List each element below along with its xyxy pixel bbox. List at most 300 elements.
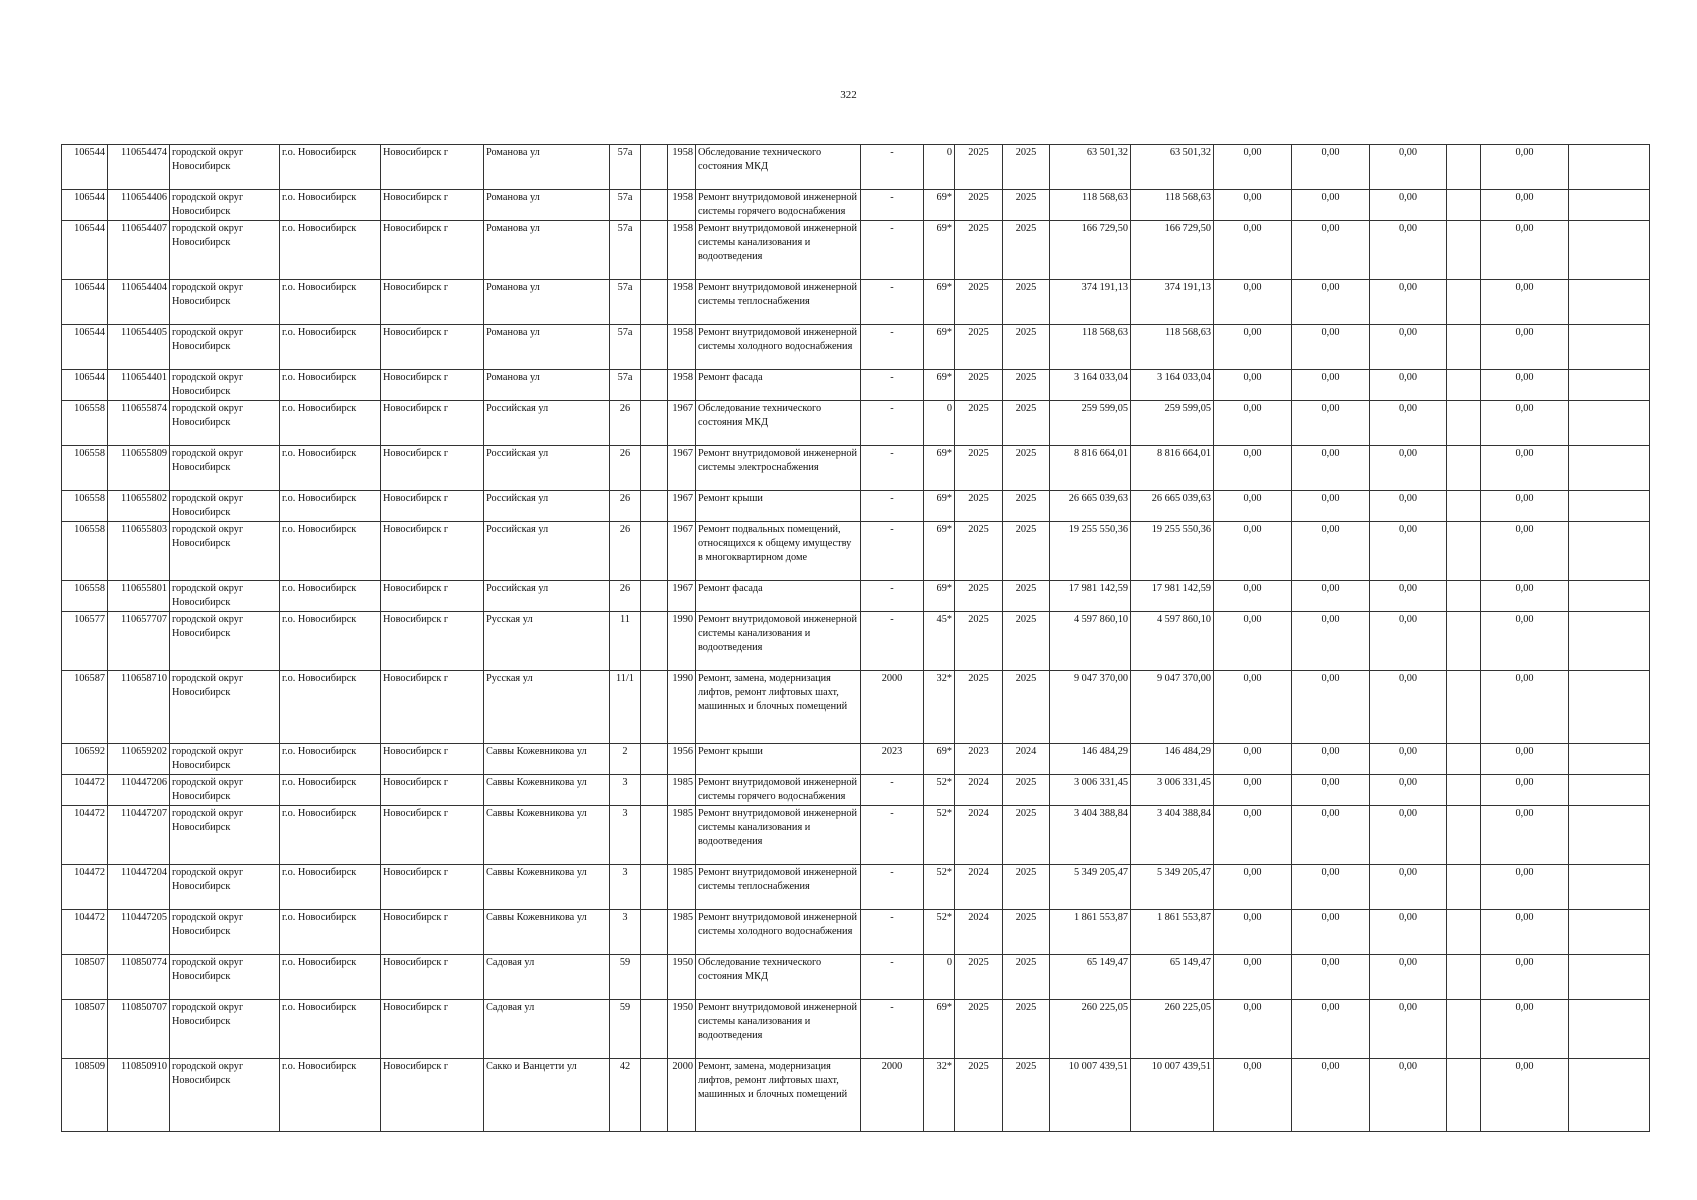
total-cost-cell: 166 729,50 [1050,221,1131,280]
federal-funds-cell: 0,00 [1214,325,1292,370]
end-year-cell: 2025 [1003,401,1050,446]
house-id-cell: 106592 [62,744,108,775]
last-repair-year-cell: - [861,522,924,581]
house-number-cell: 26 [610,491,641,522]
municipality-cell: городской округ Новосибирск [170,280,280,325]
total-cost-cell: 3 404 388,84 [1050,806,1131,865]
work-type-cell: Ремонт крыши [696,491,861,522]
house-id-cell: 106558 [62,522,108,581]
work-id-cell: 110654406 [108,190,170,221]
last-repair-year-cell: - [861,910,924,955]
extra-cell [1447,370,1481,401]
wear-cell: 32* [924,1059,955,1132]
building-cell [641,910,668,955]
work-type-cell: Обследование технического состояния МКД [696,401,861,446]
district-cell: г.о. Новосибирск [280,1059,381,1132]
end-year-cell: 2025 [1003,145,1050,190]
work-type-cell: Ремонт внутридомовой инженерной системы горячего водоснабжения [696,190,861,221]
notes-cell [1569,612,1650,671]
district-cell: г.о. Новосибирск [280,744,381,775]
total-cost-cell: 26 665 039,63 [1050,491,1131,522]
owners-funds-cell: 0,00 [1481,1059,1569,1132]
local-funds-cell: 0,00 [1370,325,1447,370]
last-repair-year-cell: - [861,401,924,446]
wear-cell: 69* [924,370,955,401]
federal-funds-cell: 0,00 [1214,190,1292,221]
work-id-cell: 110655809 [108,446,170,491]
federal-funds-cell: 0,00 [1214,612,1292,671]
local-funds-cell: 0,00 [1370,910,1447,955]
house-number-cell: 57а [610,190,641,221]
notes-cell [1569,581,1650,612]
street-cell: Русская ул [484,671,610,744]
work-type-cell: Ремонт фасада [696,370,861,401]
table-row [62,145,1650,190]
fund-cost-cell: 17 981 142,59 [1131,581,1214,612]
city-cell: Новосибирск г [381,370,484,401]
last-repair-year-cell: - [861,865,924,910]
extra-cell [1447,145,1481,190]
year-built-cell: 1958 [668,325,696,370]
extra-cell [1447,522,1481,581]
district-cell: г.о. Новосибирск [280,491,381,522]
city-cell: Новосибирск г [381,581,484,612]
district-cell: г.о. Новосибирск [280,806,381,865]
extra-cell [1447,806,1481,865]
regional-funds-cell: 0,00 [1292,671,1370,744]
building-cell [641,522,668,581]
end-year-cell: 2025 [1003,325,1050,370]
house-number-cell: 3 [610,865,641,910]
fund-cost-cell: 118 568,63 [1131,190,1214,221]
municipality-cell: городской округ Новосибирск [170,221,280,280]
work-type-cell: Ремонт крыши [696,744,861,775]
city-cell: Новосибирск г [381,806,484,865]
building-cell [641,401,668,446]
district-cell: г.о. Новосибирск [280,865,381,910]
end-year-cell: 2025 [1003,806,1050,865]
regional-funds-cell: 0,00 [1292,744,1370,775]
local-funds-cell: 0,00 [1370,491,1447,522]
year-built-cell: 1967 [668,446,696,491]
last-repair-year-cell: - [861,1000,924,1059]
table-row [62,865,1650,910]
work-type-cell: Ремонт внутридомовой инженерной системы теплоснабжения [696,865,861,910]
street-cell: Саввы Кожевникова ул [484,910,610,955]
end-year-cell: 2024 [1003,744,1050,775]
notes-cell [1569,280,1650,325]
building-cell [641,370,668,401]
work-id-cell: 110654404 [108,280,170,325]
notes-cell [1569,955,1650,1000]
wear-cell: 0 [924,401,955,446]
last-repair-year-cell: 2000 [861,1059,924,1132]
total-cost-cell: 259 599,05 [1050,401,1131,446]
total-cost-cell: 63 501,32 [1050,145,1131,190]
city-cell: Новосибирск г [381,1059,484,1132]
federal-funds-cell: 0,00 [1214,446,1292,491]
fund-cost-cell: 260 225,05 [1131,1000,1214,1059]
house-id-cell: 104472 [62,910,108,955]
notes-cell [1569,401,1650,446]
street-cell: Российская ул [484,491,610,522]
notes-cell [1569,370,1650,401]
municipality-cell: городской округ Новосибирск [170,910,280,955]
table-row [62,522,1650,581]
municipality-cell: городской округ Новосибирск [170,775,280,806]
wear-cell: 69* [924,744,955,775]
work-id-cell: 110658710 [108,671,170,744]
work-type-cell: Ремонт внутридомовой инженерной системы горячего водоснабжения [696,775,861,806]
last-repair-year-cell: - [861,280,924,325]
fund-cost-cell: 166 729,50 [1131,221,1214,280]
city-cell: Новосибирск г [381,612,484,671]
building-cell [641,190,668,221]
owners-funds-cell: 0,00 [1481,190,1569,221]
work-id-cell: 110657707 [108,612,170,671]
notes-cell [1569,522,1650,581]
extra-cell [1447,446,1481,491]
federal-funds-cell: 0,00 [1214,955,1292,1000]
street-cell: Саввы Кожевникова ул [484,744,610,775]
house-number-cell: 26 [610,401,641,446]
city-cell: Новосибирск г [381,865,484,910]
work-id-cell: 110655801 [108,581,170,612]
wear-cell: 69* [924,581,955,612]
municipality-cell: городской округ Новосибирск [170,190,280,221]
total-cost-cell: 1 861 553,87 [1050,910,1131,955]
building-cell [641,221,668,280]
fund-cost-cell: 26 665 039,63 [1131,491,1214,522]
year-built-cell: 1956 [668,744,696,775]
house-id-cell: 106558 [62,446,108,491]
regional-funds-cell: 0,00 [1292,775,1370,806]
end-year-cell: 2025 [1003,446,1050,491]
table-row [62,1059,1650,1132]
table-row [62,446,1650,491]
owners-funds-cell: 0,00 [1481,145,1569,190]
regional-funds-cell: 0,00 [1292,806,1370,865]
extra-cell [1447,581,1481,612]
total-cost-cell: 374 191,13 [1050,280,1131,325]
local-funds-cell: 0,00 [1370,1059,1447,1132]
year-built-cell: 1958 [668,221,696,280]
owners-funds-cell: 0,00 [1481,280,1569,325]
district-cell: г.о. Новосибирск [280,145,381,190]
work-type-cell: Ремонт внутридомовой инженерной системы канализования и водоотведения [696,612,861,671]
work-type-cell: Ремонт внутридомовой инженерной системы холодного водоснабжения [696,325,861,370]
work-id-cell: 110447206 [108,775,170,806]
district-cell: г.о. Новосибирск [280,612,381,671]
total-cost-cell: 5 349 205,47 [1050,865,1131,910]
house-id-cell: 106558 [62,401,108,446]
year-built-cell: 2000 [668,1059,696,1132]
work-id-cell: 110447207 [108,806,170,865]
street-cell: Российская ул [484,522,610,581]
owners-funds-cell: 0,00 [1481,401,1569,446]
extra-cell [1447,1000,1481,1059]
wear-cell: 69* [924,280,955,325]
end-year-cell: 2025 [1003,280,1050,325]
house-id-cell: 106587 [62,671,108,744]
year-built-cell: 1958 [668,190,696,221]
building-cell [641,671,668,744]
notes-cell [1569,671,1650,744]
house-id-cell: 108507 [62,955,108,1000]
end-year-cell: 2025 [1003,865,1050,910]
wear-cell: 0 [924,955,955,1000]
start-year-cell: 2025 [955,401,1003,446]
federal-funds-cell: 0,00 [1214,145,1292,190]
total-cost-cell: 3 164 033,04 [1050,370,1131,401]
owners-funds-cell: 0,00 [1481,671,1569,744]
building-cell [641,325,668,370]
building-cell [641,145,668,190]
regional-funds-cell: 0,00 [1292,446,1370,491]
municipality-cell: городской округ Новосибирск [170,955,280,1000]
owners-funds-cell: 0,00 [1481,325,1569,370]
regional-funds-cell: 0,00 [1292,1000,1370,1059]
total-cost-cell: 260 225,05 [1050,1000,1131,1059]
work-id-cell: 110655802 [108,491,170,522]
house-id-cell: 106544 [62,190,108,221]
street-cell: Садовая ул [484,1000,610,1059]
end-year-cell: 2025 [1003,1000,1050,1059]
city-cell: Новосибирск г [381,955,484,1000]
city-cell: Новосибирск г [381,1000,484,1059]
street-cell: Сакко и Ванцетти ул [484,1059,610,1132]
local-funds-cell: 0,00 [1370,401,1447,446]
total-cost-cell: 65 149,47 [1050,955,1131,1000]
wear-cell: 52* [924,910,955,955]
end-year-cell: 2025 [1003,1059,1050,1132]
work-type-cell: Ремонт фасада [696,581,861,612]
extra-cell [1447,612,1481,671]
start-year-cell: 2024 [955,910,1003,955]
city-cell: Новосибирск г [381,325,484,370]
end-year-cell: 2025 [1003,910,1050,955]
house-number-cell: 57а [610,370,641,401]
regional-funds-cell: 0,00 [1292,370,1370,401]
start-year-cell: 2025 [955,1000,1003,1059]
regional-funds-cell: 0,00 [1292,581,1370,612]
street-cell: Саввы Кожевникова ул [484,775,610,806]
table-row [62,671,1650,744]
work-id-cell: 110654407 [108,221,170,280]
start-year-cell: 2025 [955,221,1003,280]
district-cell: г.о. Новосибирск [280,775,381,806]
work-id-cell: 110850910 [108,1059,170,1132]
year-built-cell: 1967 [668,522,696,581]
owners-funds-cell: 0,00 [1481,910,1569,955]
district-cell: г.о. Новосибирск [280,370,381,401]
district-cell: г.о. Новосибирск [280,190,381,221]
last-repair-year-cell: - [861,190,924,221]
house-id-cell: 106577 [62,612,108,671]
work-id-cell: 110447204 [108,865,170,910]
house-number-cell: 2 [610,744,641,775]
municipality-cell: городской округ Новосибирск [170,401,280,446]
start-year-cell: 2025 [955,671,1003,744]
work-id-cell: 110659202 [108,744,170,775]
fund-cost-cell: 5 349 205,47 [1131,865,1214,910]
extra-cell [1447,955,1481,1000]
total-cost-cell: 4 597 860,10 [1050,612,1131,671]
notes-cell [1569,190,1650,221]
start-year-cell: 2025 [955,1059,1003,1132]
last-repair-year-cell: 2023 [861,744,924,775]
street-cell: Саввы Кожевникова ул [484,806,610,865]
wear-cell: 45* [924,612,955,671]
total-cost-cell: 118 568,63 [1050,190,1131,221]
notes-cell [1569,910,1650,955]
house-id-cell: 104472 [62,806,108,865]
street-cell: Романова ул [484,280,610,325]
local-funds-cell: 0,00 [1370,955,1447,1000]
last-repair-year-cell: - [861,581,924,612]
street-cell: Русская ул [484,612,610,671]
wear-cell: 69* [924,190,955,221]
house-id-cell: 106544 [62,370,108,401]
table-row [62,221,1650,280]
total-cost-cell: 118 568,63 [1050,325,1131,370]
house-number-cell: 3 [610,806,641,865]
notes-cell [1569,325,1650,370]
extra-cell [1447,1059,1481,1132]
federal-funds-cell: 0,00 [1214,910,1292,955]
municipality-cell: городской округ Новосибирск [170,370,280,401]
extra-cell [1447,221,1481,280]
fund-cost-cell: 63 501,32 [1131,145,1214,190]
year-built-cell: 1967 [668,401,696,446]
local-funds-cell: 0,00 [1370,671,1447,744]
municipality-cell: городской округ Новосибирск [170,145,280,190]
house-number-cell: 26 [610,581,641,612]
work-type-cell: Ремонт внутридомовой инженерной системы канализования и водоотведения [696,221,861,280]
local-funds-cell: 0,00 [1370,190,1447,221]
start-year-cell: 2025 [955,446,1003,491]
district-cell: г.о. Новосибирск [280,325,381,370]
total-cost-cell: 17 981 142,59 [1050,581,1131,612]
local-funds-cell: 0,00 [1370,370,1447,401]
extra-cell [1447,190,1481,221]
total-cost-cell: 10 007 439,51 [1050,1059,1131,1132]
table-row [62,744,1650,775]
work-id-cell: 110655874 [108,401,170,446]
federal-funds-cell: 0,00 [1214,1059,1292,1132]
local-funds-cell: 0,00 [1370,581,1447,612]
start-year-cell: 2024 [955,865,1003,910]
last-repair-year-cell: - [861,446,924,491]
wear-cell: 0 [924,145,955,190]
wear-cell: 32* [924,671,955,744]
district-cell: г.о. Новосибирск [280,910,381,955]
notes-cell [1569,1059,1650,1132]
street-cell: Российская ул [484,446,610,491]
street-cell: Российская ул [484,581,610,612]
year-built-cell: 1985 [668,775,696,806]
fund-cost-cell: 3 404 388,84 [1131,806,1214,865]
house-number-cell: 59 [610,1000,641,1059]
house-number-cell: 57а [610,145,641,190]
year-built-cell: 1967 [668,491,696,522]
work-type-cell: Ремонт внутридомовой инженерной системы холодного водоснабжения [696,910,861,955]
end-year-cell: 2025 [1003,190,1050,221]
fund-cost-cell: 146 484,29 [1131,744,1214,775]
notes-cell [1569,446,1650,491]
federal-funds-cell: 0,00 [1214,865,1292,910]
owners-funds-cell: 0,00 [1481,1000,1569,1059]
district-cell: г.о. Новосибирск [280,522,381,581]
start-year-cell: 2025 [955,581,1003,612]
owners-funds-cell: 0,00 [1481,806,1569,865]
street-cell: Романова ул [484,221,610,280]
city-cell: Новосибирск г [381,446,484,491]
work-id-cell: 110654401 [108,370,170,401]
owners-funds-cell: 0,00 [1481,744,1569,775]
street-cell: Российская ул [484,401,610,446]
federal-funds-cell: 0,00 [1214,744,1292,775]
local-funds-cell: 0,00 [1370,145,1447,190]
street-cell: Романова ул [484,370,610,401]
total-cost-cell: 8 816 664,01 [1050,446,1131,491]
table-row [62,370,1650,401]
regional-funds-cell: 0,00 [1292,280,1370,325]
federal-funds-cell: 0,00 [1214,806,1292,865]
extra-cell [1447,910,1481,955]
municipality-cell: городской округ Новосибирск [170,671,280,744]
work-type-cell: Ремонт внутридомовой инженерной системы канализования и водоотведения [696,1000,861,1059]
start-year-cell: 2025 [955,522,1003,581]
house-number-cell: 26 [610,446,641,491]
municipality-cell: городской округ Новосибирск [170,581,280,612]
start-year-cell: 2024 [955,775,1003,806]
year-built-cell: 1950 [668,955,696,1000]
municipality-cell: городской округ Новосибирск [170,522,280,581]
table-row [62,325,1650,370]
extra-cell [1447,491,1481,522]
local-funds-cell: 0,00 [1370,1000,1447,1059]
start-year-cell: 2025 [955,370,1003,401]
house-number-cell: 59 [610,955,641,1000]
end-year-cell: 2025 [1003,612,1050,671]
owners-funds-cell: 0,00 [1481,581,1569,612]
city-cell: Новосибирск г [381,522,484,581]
notes-cell [1569,145,1650,190]
regional-funds-cell: 0,00 [1292,522,1370,581]
extra-cell [1447,671,1481,744]
house-id-cell: 104472 [62,865,108,910]
city-cell: Новосибирск г [381,280,484,325]
house-id-cell: 106544 [62,221,108,280]
year-built-cell: 1958 [668,145,696,190]
wear-cell: 69* [924,325,955,370]
house-id-cell: 108507 [62,1000,108,1059]
fund-cost-cell: 10 007 439,51 [1131,1059,1214,1132]
regional-funds-cell: 0,00 [1292,1059,1370,1132]
register-body [62,145,1650,1132]
fund-cost-cell: 374 191,13 [1131,280,1214,325]
last-repair-year-cell: - [861,806,924,865]
work-type-cell: Ремонт внутридомовой инженерной системы теплоснабжения [696,280,861,325]
owners-funds-cell: 0,00 [1481,221,1569,280]
municipality-cell: городской округ Новосибирск [170,806,280,865]
district-cell: г.о. Новосибирск [280,401,381,446]
regional-funds-cell: 0,00 [1292,401,1370,446]
local-funds-cell: 0,00 [1370,865,1447,910]
city-cell: Новосибирск г [381,775,484,806]
municipality-cell: городской округ Новосибирск [170,1000,280,1059]
